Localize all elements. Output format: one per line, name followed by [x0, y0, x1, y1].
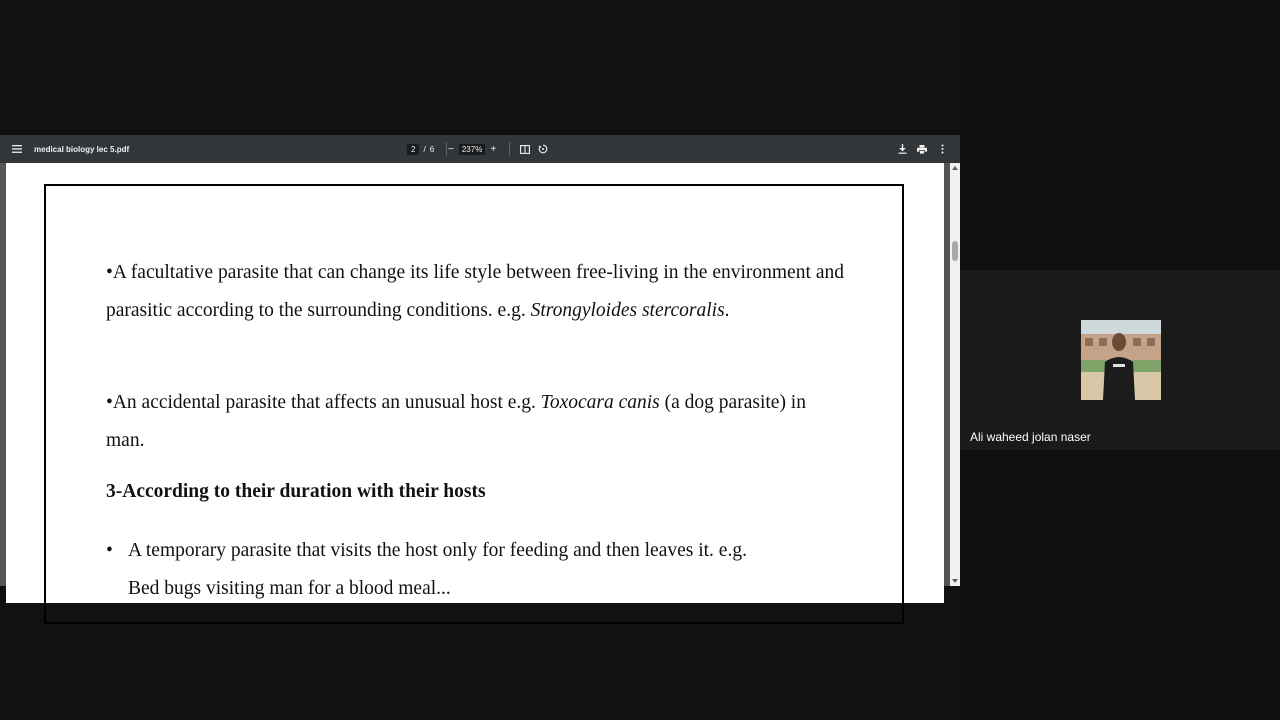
scrollbar-thumb[interactable]	[952, 241, 958, 261]
toolbar-divider	[446, 142, 447, 156]
paragraph-text: •An accidental parasite that affects an unusual host e.g.	[106, 392, 536, 413]
avatar	[1081, 320, 1161, 400]
section-heading: 3-According to their duration with their hosts	[106, 481, 486, 502]
participant-name: Ali waheed jolan naser	[970, 430, 1091, 444]
participant-tile[interactable]	[960, 270, 1280, 450]
more-options-icon[interactable]	[937, 135, 947, 163]
scrollbar[interactable]	[950, 163, 960, 586]
document-area[interactable]	[0, 163, 950, 599]
zoom-in-button[interactable]: +	[490, 143, 497, 155]
paragraph-facultative-parasite	[106, 254, 844, 330]
download-icon[interactable]	[896, 135, 908, 163]
pdf-page	[6, 163, 944, 603]
total-pages: 6	[429, 144, 435, 154]
paragraph-end: .	[724, 300, 730, 321]
paragraph-accidental-parasite	[106, 384, 844, 460]
paragraph-cut-line: Bed bugs visiting man for a blood meal...	[128, 578, 451, 599]
print-icon[interactable]	[916, 135, 928, 163]
paragraph-temporary-parasite	[106, 532, 844, 608]
species-name: Strongyloides stercoralis	[530, 300, 725, 321]
species-name: Toxocara canis	[540, 392, 660, 413]
fit-page-icon[interactable]	[519, 135, 531, 163]
pdf-filename: medical biology lec 5.pdf	[34, 144, 130, 154]
scroll-up-icon[interactable]	[952, 166, 958, 170]
paragraph-end: (a dog parasite) in man.	[106, 392, 806, 451]
zoom-controls	[448, 135, 510, 163]
menu-icon[interactable]	[10, 135, 24, 163]
toolbar-divider	[509, 142, 510, 156]
scroll-down-icon[interactable]	[952, 579, 958, 583]
current-page-input[interactable]: 2	[407, 144, 419, 155]
paragraph-text: A temporary parasite that visits the host only for feeding and then leaves it. e.g.	[128, 540, 747, 561]
rotate-icon[interactable]	[537, 135, 549, 163]
paragraph-text: •A facultative parasite that can change its life style between free-living in the environment and parasitic according to the surrounding conditions. e.g.	[106, 262, 844, 321]
zoom-level-input[interactable]: 237%	[459, 144, 485, 155]
pdf-toolbar	[0, 135, 960, 163]
zoom-out-button[interactable]: −	[448, 143, 454, 155]
page-indicator	[407, 135, 447, 163]
bullet: •	[106, 540, 113, 561]
page-separator: /	[423, 144, 426, 154]
pdf-viewer	[0, 135, 960, 599]
